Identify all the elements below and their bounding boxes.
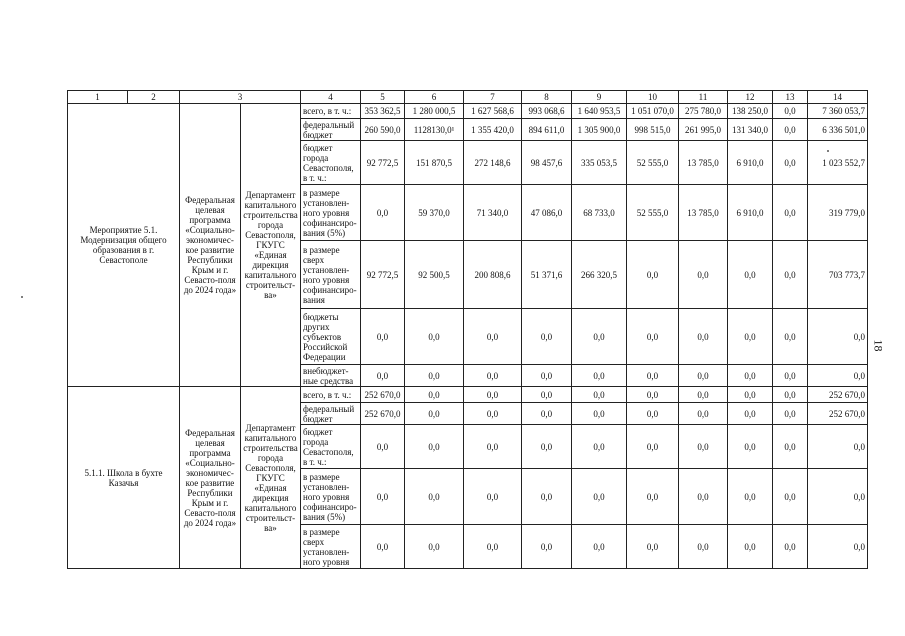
value-cell: 252 670,0 xyxy=(361,403,405,425)
value-cell: 0,0 xyxy=(728,525,773,569)
value-cell: 0,0 xyxy=(572,469,627,525)
value-cell: 0,0 xyxy=(572,365,627,387)
funding-source-cell: внебюджет-ные средства xyxy=(301,365,361,387)
value-cell: 0,0 xyxy=(627,387,679,403)
value-cell: 0,0 xyxy=(773,387,808,403)
value-cell: 59 370,0 xyxy=(405,185,464,241)
value-cell: 275 780,0 xyxy=(679,104,728,119)
value-cell: 0,0 xyxy=(572,403,627,425)
header-cell: 10 xyxy=(627,91,679,104)
value-cell: 0,0 xyxy=(773,425,808,469)
value-cell: 0,0 xyxy=(361,365,405,387)
value-cell: 272 148,6 xyxy=(464,141,522,185)
value-cell: 0,0 xyxy=(572,309,627,365)
funding-source-cell: всего, в т. ч.: xyxy=(301,387,361,403)
page-number: 18 xyxy=(871,339,886,352)
value-cell: 0,0 xyxy=(627,525,679,569)
event-name-cell: 5.1.1. Школа в бухте Казачья xyxy=(68,387,180,569)
department-cell: Департамент капитального строительства города Севастополя, ГКУГС «Единая дирекция капитального строительст-ва» xyxy=(241,387,301,569)
value-cell: 0,0 xyxy=(627,309,679,365)
value-cell: 13 785,0 xyxy=(679,141,728,185)
value-cell: 0,0 xyxy=(405,365,464,387)
table-row xyxy=(68,104,868,119)
value-cell: 703 773,7 xyxy=(808,241,868,309)
value-cell: 138 250,0 xyxy=(728,104,773,119)
header-cell: 14 xyxy=(808,91,868,104)
value-cell: 92 772,5 xyxy=(361,241,405,309)
value-cell: 261 995,0 xyxy=(679,119,728,141)
value-cell: 0,0 xyxy=(773,309,808,365)
value-cell: 0,0 xyxy=(522,525,572,569)
value-cell: 47 086,0 xyxy=(522,185,572,241)
budget-table xyxy=(67,90,868,569)
value-cell: 0,0 xyxy=(679,425,728,469)
funding-source-cell: в размере сверх установлен-ного уровня софинансиро-вания xyxy=(301,241,361,309)
value-cell: 0,0 xyxy=(464,309,522,365)
value-cell: 52 555,0 xyxy=(627,141,679,185)
value-cell: 1 640 953,5 xyxy=(572,104,627,119)
header-cell: 13 xyxy=(773,91,808,104)
value-cell: 0,0 xyxy=(773,403,808,425)
value-cell: 1 627 568,6 xyxy=(464,104,522,119)
funding-source-cell: бюджет города Севастополя, в т. ч.: xyxy=(301,425,361,469)
value-cell: 0,0 xyxy=(773,104,808,119)
value-cell: 68 733,0 xyxy=(572,185,627,241)
value-cell: 0,0 xyxy=(773,365,808,387)
event-name-cell: Мероприятие 5.1. Модернизация общего образования в г. Севастополе xyxy=(68,104,180,387)
value-cell: 0,0 xyxy=(627,365,679,387)
value-cell: 0,0 xyxy=(627,469,679,525)
value-cell: 0,0 xyxy=(464,425,522,469)
value-cell: 0,0 xyxy=(808,469,868,525)
value-cell: 0,0 xyxy=(773,141,808,185)
value-cell: 319 779,0 xyxy=(808,185,868,241)
header-cell: 9 xyxy=(572,91,627,104)
header-cell: 3 xyxy=(180,91,301,104)
table-row xyxy=(68,387,868,403)
value-cell: 0,0 xyxy=(679,403,728,425)
value-cell: 0,0 xyxy=(728,365,773,387)
value-cell: 92 500,5 xyxy=(405,241,464,309)
value-cell: 252 670,0 xyxy=(808,403,868,425)
value-cell: 52 555,0 xyxy=(627,185,679,241)
value-cell: 0,0 xyxy=(361,525,405,569)
program-cell: Федеральная целевая программа «Социально-экономичес-кое развитие Республики Крым и г. Севасто-поля до 2024 года» xyxy=(180,387,241,569)
value-cell: 0,0 xyxy=(522,365,572,387)
value-cell: 0,0 xyxy=(808,309,868,365)
value-cell: 894 611,0 xyxy=(522,119,572,141)
header-cell: 12 xyxy=(728,91,773,104)
value-cell: 6 336 501,0 xyxy=(808,119,868,141)
value-cell: 200 808,6 xyxy=(464,241,522,309)
scan-speck xyxy=(827,150,829,152)
value-cell: 0,0 xyxy=(808,425,868,469)
value-cell: 0,0 xyxy=(808,365,868,387)
header-cell: 4 xyxy=(301,91,361,104)
value-cell: 6 910,0 xyxy=(728,141,773,185)
value-cell: 0,0 xyxy=(679,525,728,569)
value-cell: 0,0 xyxy=(405,403,464,425)
value-cell: 0,0 xyxy=(679,309,728,365)
value-cell: 0,0 xyxy=(464,365,522,387)
funding-source-cell: в размере установлен-ного уровня софинансиро-вания (5%) xyxy=(301,185,361,241)
value-cell: 0,0 xyxy=(464,387,522,403)
funding-source-cell: бюджет города Севастополя, в т. ч.: xyxy=(301,141,361,185)
value-cell: 1 280 000,5 xyxy=(405,104,464,119)
value-cell: 92 772,5 xyxy=(361,141,405,185)
value-cell: 1 023 552,7 xyxy=(808,141,868,185)
value-cell: 0,0 xyxy=(773,185,808,241)
value-cell: 353 362,5 xyxy=(361,104,405,119)
value-cell: 0,0 xyxy=(405,525,464,569)
header-cell: 7 xyxy=(464,91,522,104)
value-cell: 0,0 xyxy=(522,387,572,403)
value-cell: 0,0 xyxy=(773,469,808,525)
funding-source-cell: в размере сверх установлен-ного уровня xyxy=(301,525,361,569)
value-cell: 335 053,5 xyxy=(572,141,627,185)
value-cell: 51 371,6 xyxy=(522,241,572,309)
funding-source-cell: всего, в т. ч.: xyxy=(301,104,361,119)
value-cell: 1 355 420,0 xyxy=(464,119,522,141)
value-cell: 0,0 xyxy=(572,387,627,403)
value-cell: 0,0 xyxy=(773,119,808,141)
value-cell: 0,0 xyxy=(627,241,679,309)
value-cell: 0,0 xyxy=(773,525,808,569)
value-cell: 252 670,0 xyxy=(361,387,405,403)
value-cell: 0,0 xyxy=(808,525,868,569)
value-cell: 0,0 xyxy=(405,425,464,469)
value-cell: 0,0 xyxy=(728,241,773,309)
header-cell: 6 xyxy=(405,91,464,104)
value-cell: 0,0 xyxy=(572,525,627,569)
value-cell: 0,0 xyxy=(522,425,572,469)
value-cell: 0,0 xyxy=(405,469,464,525)
header-cell: 2 xyxy=(128,91,180,104)
value-cell: 0,0 xyxy=(728,403,773,425)
value-cell: 151 870,5 xyxy=(405,141,464,185)
value-cell: 0,0 xyxy=(522,403,572,425)
value-cell: 0,0 xyxy=(522,469,572,525)
value-cell: 993 068,6 xyxy=(522,104,572,119)
value-cell: 1128130,0¹ xyxy=(405,119,464,141)
value-cell: 0,0 xyxy=(679,365,728,387)
value-cell: 0,0 xyxy=(728,425,773,469)
value-cell: 0,0 xyxy=(773,241,808,309)
value-cell: 0,0 xyxy=(627,425,679,469)
value-cell: 0,0 xyxy=(361,425,405,469)
value-cell: 0,0 xyxy=(405,309,464,365)
value-cell: 0,0 xyxy=(361,469,405,525)
header-row xyxy=(68,91,868,104)
value-cell: 0,0 xyxy=(627,403,679,425)
value-cell: 0,0 xyxy=(522,309,572,365)
value-cell: 0,0 xyxy=(679,387,728,403)
program-cell: Федеральная целевая программа «Социально-экономичес-кое развитие Республики Крым и г. Севасто-поля до 2024 года» xyxy=(180,104,241,387)
value-cell: 0,0 xyxy=(464,525,522,569)
department-cell: Департамент капитального строительства города Севастополя, ГКУГС «Единая дирекция капитального строительст-ва» xyxy=(241,104,301,387)
header-cell: 11 xyxy=(679,91,728,104)
value-cell: 0,0 xyxy=(572,425,627,469)
funding-source-cell: федеральный бюджет xyxy=(301,119,361,141)
value-cell: 252 670,0 xyxy=(808,387,868,403)
value-cell: 0,0 xyxy=(728,469,773,525)
value-cell: 71 340,0 xyxy=(464,185,522,241)
funding-source-cell: федеральный бюджет xyxy=(301,403,361,425)
value-cell: 1 051 070,0 xyxy=(627,104,679,119)
value-cell: 7 360 053,7 xyxy=(808,104,868,119)
value-cell: 0,0 xyxy=(679,241,728,309)
header-cell: 8 xyxy=(522,91,572,104)
value-cell: 998 515,0 xyxy=(627,119,679,141)
scan-speck xyxy=(21,296,23,298)
value-cell: 1 305 900,0 xyxy=(572,119,627,141)
header-cell: 5 xyxy=(361,91,405,104)
funding-source-cell: в размере установлен-ного уровня софинансиро-вания (5%) xyxy=(301,469,361,525)
value-cell: 0,0 xyxy=(679,469,728,525)
value-cell: 266 320,5 xyxy=(572,241,627,309)
value-cell: 13 785,0 xyxy=(679,185,728,241)
value-cell: 0,0 xyxy=(361,185,405,241)
value-cell: 6 910,0 xyxy=(728,185,773,241)
header-cell: 1 xyxy=(68,91,128,104)
value-cell: 131 340,0 xyxy=(728,119,773,141)
value-cell: 0,0 xyxy=(464,469,522,525)
funding-source-cell: бюджеты других субъектов Российской Федерации xyxy=(301,309,361,365)
value-cell: 98 457,6 xyxy=(522,141,572,185)
value-cell: 0,0 xyxy=(464,403,522,425)
value-cell: 0,0 xyxy=(728,309,773,365)
value-cell: 0,0 xyxy=(405,387,464,403)
value-cell: 0,0 xyxy=(361,309,405,365)
value-cell: 260 590,0 xyxy=(361,119,405,141)
value-cell: 0,0 xyxy=(728,387,773,403)
